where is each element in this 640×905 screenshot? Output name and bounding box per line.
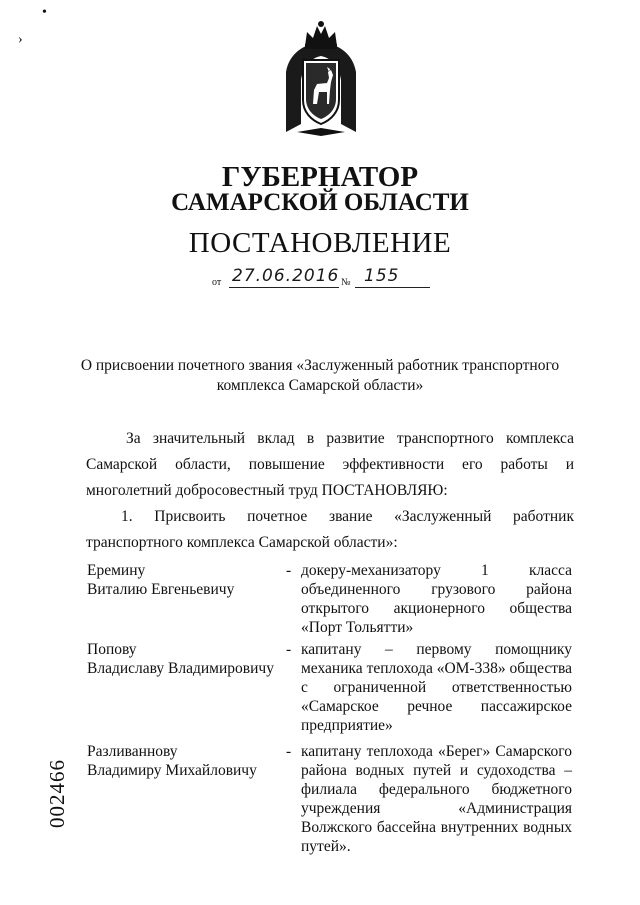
- awardee-position: капитану теплохода «Берег» Самарского района водных путей и судоходства – филиала федерального бюджетного учреждения «Администрация Волжского бассейна внутренних водных путей».: [301, 743, 572, 855]
- awardee-given-names: Владиславу Владимировичу: [87, 660, 274, 677]
- awardee-position: докеру-механизатору 1 класса объединенного грузового района открытого акционерного общества «Порт Тольятти»: [301, 562, 572, 636]
- corner-tick-mark: ›: [18, 32, 23, 47]
- awardee-dash: -: [286, 562, 292, 579]
- document-type-heading: ПОСТАНОВЛЕНИЕ: [188, 227, 452, 259]
- awardee-name: [87, 561, 277, 599]
- corner-dot-mark: •: [42, 5, 47, 20]
- issuer-title-line2: САМАРСКОЙ ОБЛАСТИ: [171, 189, 469, 216]
- awardee-dash: -: [286, 641, 292, 658]
- subject-line2: комплекса Самарской области»: [216, 377, 424, 394]
- preamble-paragraph: За значительный вклад в развитие транспортного комплекса Самарской области, повышение эффективности его работы и многолетний добросовестный труд ПОСТАНОВЛЯЮ:: [86, 430, 574, 499]
- awardee-surname: Попову: [87, 641, 137, 658]
- awardee-given-names: Владимиру Михайловичу: [87, 762, 257, 779]
- date-number-line: [212, 268, 432, 292]
- handwritten-number: 155: [364, 266, 400, 286]
- awardee-position: капитану – первому помощнику механика теплохода «ОМ-338» общества с ограниченной ответственностью «Самарское речное пассажирское предприятие»: [301, 641, 572, 734]
- subject-line1: О присвоении почетного звания «Заслуженный работник транспортного: [80, 357, 560, 374]
- awardee-given-names: Виталию Евгеньевичу: [87, 581, 235, 598]
- resolution-item-1: 1. Присвоить почетное звание «Заслуженный работник транспортного комплекса Самарской области»:: [86, 508, 574, 551]
- issuer-title-line1: ГУБЕРНАТОР: [221, 161, 419, 193]
- awardee-name: [87, 742, 277, 780]
- vertical-serial-number: 002466: [45, 759, 69, 828]
- awardee-dash: -: [286, 743, 292, 760]
- number-sign-label: №: [341, 277, 351, 288]
- awardee-surname: Разливаннову: [87, 743, 178, 760]
- coat-of-arms-emblem: [283, 20, 359, 138]
- awardee-name: [87, 640, 277, 678]
- handwritten-date: 27.06.2016: [232, 266, 340, 286]
- number-underline: [355, 287, 430, 288]
- document-subject: [60, 356, 580, 396]
- date-prefix-label: от: [212, 277, 222, 288]
- date-underline: [229, 287, 339, 288]
- awardee-surname: Еремину: [87, 562, 146, 579]
